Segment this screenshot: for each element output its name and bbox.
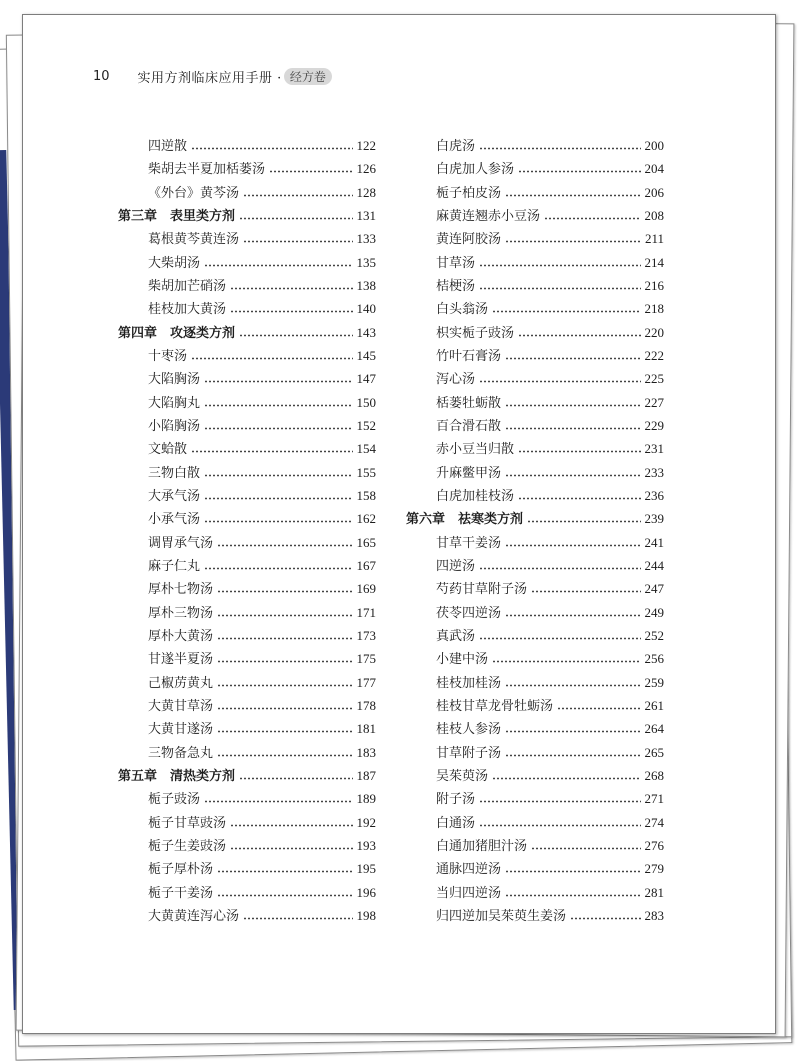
toc-entry-page: 256 [644,651,664,667]
dot-leader [505,861,640,873]
toc-entry[interactable] [406,344,664,367]
toc-entry-title: 小建中汤 [436,652,489,668]
toc-entry-page: 279 [644,861,664,877]
dot-leader [204,465,352,477]
toc-entry-page: 177 [356,674,376,690]
toc-entry[interactable] [406,531,664,554]
toc-entry-title: 附子汤 [436,792,476,808]
toc-entry[interactable] [406,297,664,320]
toc-entry-title: 麻黄连翘赤小豆汤 [436,208,541,224]
toc-entry-title: 大柴胡汤 [148,255,201,271]
toc-entry-title: 黄连阿胶汤 [436,232,502,248]
dot-leader [479,255,640,267]
dot-leader [230,278,352,290]
toc-entry-title: 栀子豉汤 [148,792,201,808]
toc-entry-page: 206 [644,184,664,200]
toc-entry-page: 241 [644,534,664,550]
toc-entry-title: 小陷胸汤 [148,418,201,434]
toc-entry-page: 135 [356,254,376,270]
toc-entry[interactable] [406,484,664,507]
toc-entry-title: 大黄甘草汤 [148,698,214,714]
dot-leader [544,208,640,220]
toc-entry-title: 第三章 表里类方剂 [118,208,236,224]
toc-entry-title: 柴胡加芒硝汤 [148,278,227,294]
dot-leader [243,185,352,197]
toc-entry-title: 四逆散 [148,139,188,154]
dot-leader [217,745,352,757]
toc-entry[interactable] [118,484,376,507]
toc-entry-page: 220 [644,324,664,340]
toc-entry[interactable] [118,904,376,927]
toc-entry-title: 芍药甘草附子汤 [436,582,528,598]
toc-entry-title: 大黄黄连泻心汤 [148,908,240,924]
toc-entry[interactable] [118,741,376,764]
toc-entry-page: 175 [356,651,376,667]
dot-leader [204,395,352,407]
toc-entry-title: 甘遂半夏汤 [148,652,214,668]
toc-entry-title: 厚朴三物汤 [148,605,214,621]
toc-entry-page: 233 [644,464,664,480]
dot-leader [505,885,640,897]
toc-entry[interactable] [118,554,376,577]
toc-entry-page: 145 [356,347,376,363]
toc-entry-title: 第六章 祛寒类方剂 [406,512,524,528]
toc-entry-page: 247 [644,581,664,597]
toc-entry-title: 栀子甘草豉汤 [148,815,227,831]
dot-leader [531,581,640,593]
toc-entry[interactable] [406,717,664,740]
toc-entry-title: 桂枝甘草龙骨牡蛎汤 [436,698,554,714]
toc-entry[interactable] [118,834,376,857]
toc-entry-title: 百合滑石散 [436,418,502,434]
toc-entry-page: 193 [356,837,376,853]
dot-leader [191,348,352,360]
toc-entry[interactable] [406,461,664,484]
dot-leader [505,721,640,733]
toc-entry-title: 吴茱萸汤 [436,768,489,784]
toc-entry[interactable] [406,881,664,904]
toc-entry-page: 147 [356,371,376,387]
dot-leader [505,535,640,547]
toc-entry[interactable] [118,251,376,274]
toc-entry-title: 大黄甘遂汤 [148,722,214,738]
toc-entry-title: 甘草干姜汤 [436,535,502,551]
toc-entry[interactable] [406,764,664,787]
dot-leader [505,465,640,477]
toc-entry[interactable] [118,694,376,717]
toc-entry[interactable] [406,367,664,390]
dot-leader [492,651,640,663]
dot-leader [505,395,640,407]
toc-entry-page: 171 [356,604,376,620]
toc-entry-title: 白虎加人参汤 [436,162,515,178]
toc-entry-page: 231 [644,441,664,457]
toc-entry-page: 265 [644,744,664,760]
toc-entry[interactable] [118,811,376,834]
toc-entry-page: 281 [644,884,664,900]
toc-entry[interactable] [118,857,376,880]
dot-leader [570,908,640,920]
dot-leader [204,488,352,500]
toc-entry-page: 162 [356,511,376,527]
dot-leader [492,768,640,780]
toc-entry-page: 165 [356,534,376,550]
dot-leader [217,535,352,547]
toc-entry[interactable] [406,414,664,437]
toc-entry-title: 枳实栀子豉汤 [436,325,515,341]
toc-entry-title: 栀子生姜豉汤 [148,838,227,854]
toc-chapter-heading[interactable] [118,764,376,787]
toc-entry-page: 133 [356,231,376,247]
toc-entry-page: 187 [356,767,376,783]
toc-entry-page: 167 [356,557,376,573]
dot-leader [479,278,640,290]
toc-entry[interactable] [406,811,664,834]
dot-leader [479,371,640,383]
toc-entry-page: 211 [644,231,664,247]
toc-entry-page: 283 [644,907,664,923]
toc-entry-title: 桔梗汤 [436,278,476,294]
toc-entry[interactable] [406,134,664,157]
toc-entry-title: 第五章 清热类方剂 [118,768,236,784]
toc-entry[interactable] [118,577,376,600]
toc-entry-title: 甘草汤 [436,255,476,271]
toc-entry[interactable] [406,694,664,717]
toc-entry-page: 128 [356,184,376,200]
dot-leader [204,418,352,430]
toc-entry[interactable] [406,321,664,344]
toc-entry[interactable] [406,251,664,274]
dot-leader [492,301,640,313]
toc-entry[interactable] [406,741,664,764]
toc-entry[interactable] [118,507,376,530]
toc-entry-page: 195 [356,861,376,877]
toc-entry-title: 《外台》黄芩汤 [148,185,240,201]
toc-entry-page: 154 [356,441,376,457]
toc-entry-title: 文蛤散 [148,442,188,458]
toc-entry-title: 栀子厚朴汤 [148,862,214,878]
toc-entry-page: 216 [644,277,664,293]
toc-entry[interactable] [118,391,376,414]
toc-chapter-heading[interactable] [406,507,664,530]
dot-leader [531,838,640,850]
dot-leader [217,721,352,733]
toc-entry-page: 229 [644,417,664,433]
toc-entry-title: 真武汤 [436,628,476,644]
toc-entry-title: 通脉四逆汤 [436,862,502,878]
toc-entry[interactable] [118,647,376,670]
toc-entry[interactable] [118,437,376,460]
toc-entry-page: 225 [644,371,664,387]
toc-entry-page: 173 [356,627,376,643]
toc-entry-title: 桂枝加桂汤 [436,675,502,691]
toc-column-right [406,134,664,927]
toc-entry-page: 189 [356,791,376,807]
toc-entry[interactable] [118,367,376,390]
toc-entry[interactable] [406,787,664,810]
toc-entry[interactable] [406,181,664,204]
toc-entry-title: 大陷胸丸 [148,395,201,411]
toc-entry[interactable] [406,391,664,414]
dot-leader [191,441,352,453]
toc-entry-page: 198 [356,907,376,923]
toc-entry-title: 白通汤 [436,815,476,831]
toc-column-left [118,134,376,927]
volume-badge: 经方卷 [284,68,332,85]
toc-entry-title: 归四逆加吴茱萸生姜汤 [436,908,567,924]
toc-entry[interactable] [406,577,664,600]
toc-entry-page: 152 [356,417,376,433]
dot-leader [479,628,640,640]
toc-entry-page: 244 [644,557,664,573]
toc-entry-page: 218 [644,301,664,317]
toc-entry-page: 192 [356,814,376,830]
toc-entry-page: 200 [644,138,664,153]
toc-chapter-heading[interactable] [118,321,376,344]
book-title: 实用方剂临床应用手册 · [137,70,282,86]
toc-entry-title: 白头翁汤 [436,302,489,318]
dot-leader [217,698,352,710]
dot-leader [204,255,352,267]
toc-entry-title: 调胃承气汤 [148,535,214,551]
toc-entry-title: 白通加猪胆汁汤 [436,838,528,854]
toc-entry[interactable] [118,531,376,554]
toc-entry[interactable] [406,647,664,670]
toc-entry[interactable] [118,227,376,250]
toc-entry[interactable] [118,881,376,904]
dot-leader [204,558,352,570]
toc-entry-title: 己椒苈黄丸 [148,675,214,691]
toc-entry[interactable] [406,274,664,297]
toc-entry-title: 三物白散 [148,465,201,481]
dot-leader [217,675,352,687]
dot-leader [527,511,640,523]
toc-entry[interactable] [406,857,664,880]
toc-entry-title: 桂枝加大黄汤 [148,302,227,318]
toc-entry-title: 厚朴七物汤 [148,582,214,598]
toc-entry-page: 268 [644,767,664,783]
toc-entry-page: 214 [644,254,664,270]
dot-leader [217,628,352,640]
toc-entry-page: 122 [356,138,376,153]
toc-entry-page: 239 [644,511,664,527]
toc-entry[interactable] [406,554,664,577]
toc-entry-page: 227 [644,394,664,410]
toc-entry[interactable] [118,414,376,437]
toc-entry-page: 276 [644,837,664,853]
dot-leader [230,301,352,313]
toc-entry-page: 183 [356,744,376,760]
toc-entry[interactable] [118,344,376,367]
toc-entry[interactable] [118,181,376,204]
toc-entry[interactable] [118,297,376,320]
toc-entry[interactable] [406,671,664,694]
toc-entry-page: 204 [644,161,664,177]
dot-leader [217,581,352,593]
dot-leader [505,745,640,757]
toc-entry[interactable] [118,461,376,484]
dot-leader [239,208,352,220]
toc-entry[interactable] [406,834,664,857]
toc-entry-title: 厚朴大黄汤 [148,628,214,644]
dot-leader [191,138,352,150]
toc-entry-title: 第四章 攻逐类方剂 [118,325,236,341]
toc-entry-page: 138 [356,277,376,293]
dot-leader [479,815,640,827]
dot-leader [479,558,640,570]
toc-entry-title: 升麻鳖甲汤 [436,465,502,481]
toc-entry-page: 178 [356,697,376,713]
dot-leader [518,441,640,453]
dot-leader [204,511,352,523]
toc-entry[interactable] [406,227,664,250]
dot-leader [239,768,352,780]
dot-leader [217,885,352,897]
dot-leader [204,791,352,803]
toc-entry[interactable] [406,204,664,227]
toc-entry[interactable] [406,624,664,647]
dot-leader [217,605,352,617]
toc-entry-page: 252 [644,627,664,643]
toc-entry-page: 150 [356,394,376,410]
toc-entry[interactable] [118,274,376,297]
toc-entry-page: 169 [356,581,376,597]
toc-entry[interactable] [406,904,664,927]
dot-leader [204,371,352,383]
running-header [93,64,332,88]
toc-entry-page: 249 [644,604,664,620]
toc-entry[interactable] [118,787,376,810]
toc-entry-page: 222 [644,347,664,363]
toc-entry-title: 柴胡去半夏加栝蒌汤 [148,162,266,178]
toc-entry-title: 栀子干姜汤 [148,885,214,901]
toc-entry-page: 155 [356,464,376,480]
toc-entry-title: 当归四逆汤 [436,885,502,901]
dot-leader [217,651,352,663]
toc-entry-page: 261 [644,697,664,713]
toc-entry-title: 桂枝人参汤 [436,722,502,738]
toc-entry-title: 栝蒌牡蛎散 [436,395,502,411]
toc-entry-title: 栀子柏皮汤 [436,185,502,201]
toc-entry-page: 208 [644,207,664,223]
dot-leader [230,838,352,850]
toc-entry-title: 葛根黄芩黄连汤 [148,232,240,248]
toc-entry[interactable] [118,624,376,647]
dot-leader [479,791,640,803]
toc-entry[interactable] [118,671,376,694]
toc-entry-page: 140 [356,301,376,317]
toc-entry-title: 麻子仁丸 [148,558,201,574]
dot-leader [505,231,641,243]
dot-leader [217,861,352,873]
dot-leader [505,185,640,197]
dot-leader [557,698,640,710]
dot-leader [269,161,352,173]
toc-entry-title: 四逆汤 [436,558,476,574]
toc-entry-page: 158 [356,487,376,503]
toc-entry-page: 264 [644,721,664,737]
toc-entry-page: 236 [644,487,664,503]
toc-entry-title: 小承气汤 [148,512,201,528]
dot-leader [505,605,640,617]
toc-entry-title: 白虎汤 [436,139,476,154]
dot-leader [479,138,640,150]
toc-entry-title: 大承气汤 [148,488,201,504]
dot-leader [505,348,640,360]
toc-entry[interactable] [406,437,664,460]
toc-entry-page: 126 [356,161,376,177]
toc-entry-title: 泻心汤 [436,372,476,388]
page-number: 10 [93,68,110,84]
toc-entry[interactable] [406,601,664,624]
toc-entry-title: 十枣汤 [148,348,188,364]
toc-entry-page: 196 [356,884,376,900]
dot-leader [243,231,352,243]
toc-entry-page: 143 [356,324,376,340]
toc-entry[interactable] [406,157,664,180]
toc-entry-title: 茯苓四逆汤 [436,605,502,621]
toc-entry[interactable] [118,717,376,740]
toc-entry-page: 131 [356,207,376,223]
dot-leader [505,675,640,687]
toc-entry[interactable] [118,157,376,180]
dot-leader [243,908,352,920]
dot-leader [518,488,640,500]
dot-leader [239,325,352,337]
toc-entry-title: 白虎加桂枝汤 [436,488,515,504]
dot-leader [518,161,640,173]
toc-entry-title: 竹叶石膏汤 [436,348,502,364]
toc-entry[interactable] [118,134,376,157]
toc-entry-title: 三物备急丸 [148,745,214,761]
toc-entry-page: 181 [356,721,376,737]
toc-entry-page: 274 [644,814,664,830]
toc-entry[interactable] [118,601,376,624]
toc-entry-title: 赤小豆当归散 [436,442,515,458]
toc-entry-title: 甘草附子汤 [436,745,502,761]
dot-leader [505,418,640,430]
dot-leader [518,325,640,337]
toc-entry-page: 259 [644,674,664,690]
toc-entry-title: 大陷胸汤 [148,372,201,388]
toc-chapter-heading[interactable] [118,204,376,227]
dot-leader [230,815,352,827]
toc-entry-page: 271 [644,791,664,807]
